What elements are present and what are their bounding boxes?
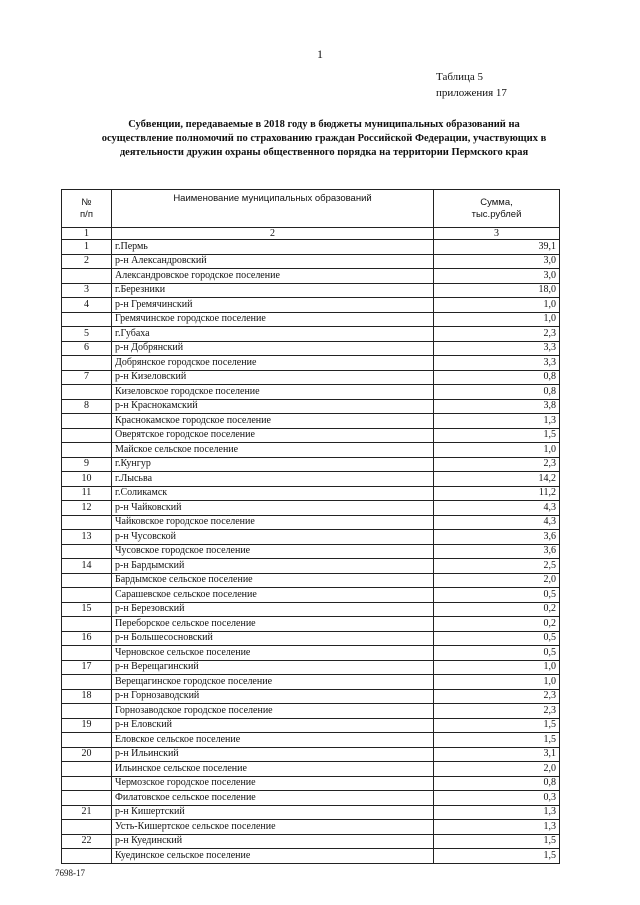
- row-number: [62, 269, 112, 284]
- row-name: р-н Горнозаводский: [112, 689, 434, 704]
- row-name: Кизеловское городское поселение: [112, 385, 434, 400]
- row-sum: 1,3: [434, 414, 560, 429]
- row-sum: 3,6: [434, 544, 560, 559]
- row-number: 7: [62, 370, 112, 385]
- row-sum: 1,0: [434, 298, 560, 313]
- column-index-3: 3: [434, 228, 560, 240]
- table-row: [62, 443, 560, 458]
- row-name: г.Губаха: [112, 327, 434, 342]
- row-sum: 11,2: [434, 486, 560, 501]
- row-number: [62, 356, 112, 371]
- row-name: р-н Краснокамский: [112, 399, 434, 414]
- table-row: [62, 341, 560, 356]
- table-row: [62, 660, 560, 675]
- row-sum: 4,3: [434, 501, 560, 516]
- row-sum: 1,0: [434, 675, 560, 690]
- document-title-line2: осуществление полномочий по страхованию граждан Российской Федерации, участвующих в: [101, 133, 547, 144]
- row-name: г.Пермь: [112, 240, 434, 255]
- row-name: р-н Чайковский: [112, 501, 434, 516]
- row-sum: 4,3: [434, 515, 560, 530]
- row-name: Чайковское городское поселение: [112, 515, 434, 530]
- row-number: [62, 776, 112, 791]
- table-row: [62, 298, 560, 313]
- table-row: [62, 834, 560, 849]
- row-name: р-н Еловский: [112, 718, 434, 733]
- row-sum: 0,8: [434, 370, 560, 385]
- row-number: 1: [62, 240, 112, 255]
- row-number: [62, 312, 112, 327]
- row-name: р-н Гремячинский: [112, 298, 434, 313]
- row-name: Верещагинское городское поселение: [112, 675, 434, 690]
- row-name: г.Соликамск: [112, 486, 434, 501]
- row-number: 11: [62, 486, 112, 501]
- row-sum: 1,3: [434, 805, 560, 820]
- table-row: [62, 791, 560, 806]
- row-number: 8: [62, 399, 112, 414]
- row-sum: 0,8: [434, 776, 560, 791]
- row-number: [62, 646, 112, 661]
- row-number: 6: [62, 341, 112, 356]
- row-sum: 1,5: [434, 718, 560, 733]
- row-name: Майское сельское поселение: [112, 443, 434, 458]
- table-row: [62, 646, 560, 661]
- row-number: 13: [62, 530, 112, 545]
- header-sum-line2: тыс.рублей: [471, 208, 522, 220]
- table-row: [62, 370, 560, 385]
- table-row: [62, 414, 560, 429]
- row-sum: 3,3: [434, 341, 560, 356]
- row-sum: 0,2: [434, 617, 560, 632]
- table-row: [62, 704, 560, 719]
- row-number: 12: [62, 501, 112, 516]
- row-number: 21: [62, 805, 112, 820]
- table-row: [62, 631, 560, 646]
- row-name: Филатовское сельское поселение: [112, 791, 434, 806]
- row-name: Еловское сельское поселение: [112, 733, 434, 748]
- table-row: [62, 776, 560, 791]
- row-sum: 3,3: [434, 356, 560, 371]
- table-row: [62, 588, 560, 603]
- table-row: [62, 805, 560, 820]
- table-reference-line1: Таблица 5: [436, 71, 484, 83]
- table-row: [62, 544, 560, 559]
- row-sum: 1,0: [434, 443, 560, 458]
- row-sum: 14,2: [434, 472, 560, 487]
- table-row: [62, 457, 560, 472]
- row-sum: 2,3: [434, 327, 560, 342]
- row-sum: 0,3: [434, 791, 560, 806]
- row-sum: 3,1: [434, 747, 560, 762]
- row-number: 18: [62, 689, 112, 704]
- row-name: р-н Добрянский: [112, 341, 434, 356]
- row-name: р-н Куединский: [112, 834, 434, 849]
- row-name: р-н Бардымский: [112, 559, 434, 574]
- row-sum: 1,5: [434, 428, 560, 443]
- row-name: Гремячинское городское поселение: [112, 312, 434, 327]
- row-name: р-н Ильинский: [112, 747, 434, 762]
- table-row: [62, 573, 560, 588]
- row-number: [62, 573, 112, 588]
- row-sum: 1,0: [434, 660, 560, 675]
- row-name: Усть-Кишертское сельское поселение: [112, 820, 434, 835]
- document-title: [70, 118, 578, 160]
- column-index-2: 2: [112, 228, 434, 240]
- column-index-row: [62, 228, 560, 240]
- row-sum: 0,5: [434, 646, 560, 661]
- table-header-row: [62, 190, 560, 228]
- row-number: 16: [62, 631, 112, 646]
- table-row: [62, 428, 560, 443]
- header-name: Наименование муниципальных образований: [112, 190, 434, 228]
- table-row: [62, 820, 560, 835]
- row-number: 5: [62, 327, 112, 342]
- row-name: Горнозаводское городское поселение: [112, 704, 434, 719]
- row-sum: 1,0: [434, 312, 560, 327]
- table-row: [62, 472, 560, 487]
- row-name: Черновское сельское поселение: [112, 646, 434, 661]
- row-number: [62, 443, 112, 458]
- row-name: р-н Кишертский: [112, 805, 434, 820]
- table-row: [62, 689, 560, 704]
- row-sum: 2,0: [434, 573, 560, 588]
- row-sum: 0,8: [434, 385, 560, 400]
- row-sum: 39,1: [434, 240, 560, 255]
- table-row: [62, 559, 560, 574]
- row-name: Куединское сельское поселение: [112, 849, 434, 864]
- row-number: [62, 704, 112, 719]
- subvention-table: [61, 189, 560, 864]
- row-name: р-н Большесосновский: [112, 631, 434, 646]
- row-name: Бардымское сельское поселение: [112, 573, 434, 588]
- row-number: [62, 820, 112, 835]
- table-row: [62, 602, 560, 617]
- row-sum: 0,5: [434, 631, 560, 646]
- row-number: 15: [62, 602, 112, 617]
- row-number: 10: [62, 472, 112, 487]
- row-sum: 3,6: [434, 530, 560, 545]
- row-sum: 18,0: [434, 283, 560, 298]
- row-name: р-н Березовский: [112, 602, 434, 617]
- row-number: [62, 544, 112, 559]
- row-name: Сарашевское сельское поселение: [112, 588, 434, 603]
- row-number: [62, 762, 112, 777]
- table-row: [62, 733, 560, 748]
- row-number: 20: [62, 747, 112, 762]
- table-row: [62, 530, 560, 545]
- table-row: [62, 762, 560, 777]
- row-number: [62, 849, 112, 864]
- table-row: [62, 385, 560, 400]
- row-name: Ильинское сельское поселение: [112, 762, 434, 777]
- row-sum: 2,5: [434, 559, 560, 574]
- row-name: Оверятское городское поселение: [112, 428, 434, 443]
- row-sum: 2,0: [434, 762, 560, 777]
- row-name: г.Кунгур: [112, 457, 434, 472]
- header-sum-line1: Сумма,: [480, 196, 513, 208]
- table-row: [62, 327, 560, 342]
- row-number: 9: [62, 457, 112, 472]
- table-row: [62, 675, 560, 690]
- row-name: Краснокамское городское поселение: [112, 414, 434, 429]
- row-number: [62, 588, 112, 603]
- table-row: [62, 747, 560, 762]
- row-sum: 0,2: [434, 602, 560, 617]
- row-number: [62, 791, 112, 806]
- row-name: р-н Кизеловский: [112, 370, 434, 385]
- row-sum: 3,0: [434, 254, 560, 269]
- row-sum: 1,3: [434, 820, 560, 835]
- document-title-line3: деятельности дружин охраны общественного порядка на территории Пермского края: [119, 147, 529, 158]
- row-sum: 2,3: [434, 704, 560, 719]
- column-index-1: 1: [62, 228, 112, 240]
- row-name: р-н Александровский: [112, 254, 434, 269]
- row-number: [62, 414, 112, 429]
- row-number: 2: [62, 254, 112, 269]
- row-name: р-н Верещагинский: [112, 660, 434, 675]
- row-sum: 1,5: [434, 834, 560, 849]
- page-number: 1: [317, 47, 323, 61]
- row-number: [62, 385, 112, 400]
- document-title-line1: Субвенции, передаваемые в 2018 году в бюджеты муниципальных образований на: [128, 119, 520, 130]
- table-row: [62, 254, 560, 269]
- table-row: [62, 399, 560, 414]
- row-number: [62, 428, 112, 443]
- row-number: [62, 733, 112, 748]
- row-number: 22: [62, 834, 112, 849]
- row-number: 19: [62, 718, 112, 733]
- row-number: [62, 617, 112, 632]
- row-sum: 0,5: [434, 588, 560, 603]
- table-row: [62, 617, 560, 632]
- row-sum: 2,3: [434, 689, 560, 704]
- row-number: 4: [62, 298, 112, 313]
- row-number: [62, 515, 112, 530]
- table-row: [62, 269, 560, 284]
- table-row: [62, 283, 560, 298]
- header-sum: [434, 190, 560, 228]
- row-name: р-н Чусовской: [112, 530, 434, 545]
- table-row: [62, 356, 560, 371]
- row-name: Чермозское городское поселение: [112, 776, 434, 791]
- header-number-line1: №: [81, 196, 92, 208]
- row-name: Переборское сельское поселение: [112, 617, 434, 632]
- row-name: г.Березники: [112, 283, 434, 298]
- row-number: 3: [62, 283, 112, 298]
- table-row: [62, 312, 560, 327]
- header-number-line2: п/п: [80, 208, 93, 220]
- row-sum: 1,5: [434, 849, 560, 864]
- table-reference-line2: приложения 17: [436, 87, 507, 99]
- table-row: [62, 501, 560, 516]
- row-number: 14: [62, 559, 112, 574]
- header-number: [62, 190, 112, 228]
- row-sum: 1,5: [434, 733, 560, 748]
- row-sum: 3,8: [434, 399, 560, 414]
- row-name: г.Лысьва: [112, 472, 434, 487]
- row-name: Добрянское городское поселение: [112, 356, 434, 371]
- row-number: [62, 675, 112, 690]
- table-row: [62, 849, 560, 864]
- row-sum: 3,0: [434, 269, 560, 284]
- row-name: Чусовское городское поселение: [112, 544, 434, 559]
- table-row: [62, 486, 560, 501]
- table-row: [62, 718, 560, 733]
- table-reference: [436, 69, 507, 101]
- footer-code: 7698-17: [55, 868, 85, 878]
- table-row: [62, 240, 560, 255]
- row-sum: 2,3: [434, 457, 560, 472]
- row-number: 17: [62, 660, 112, 675]
- table-row: [62, 515, 560, 530]
- row-name: Александровское городское поселение: [112, 269, 434, 284]
